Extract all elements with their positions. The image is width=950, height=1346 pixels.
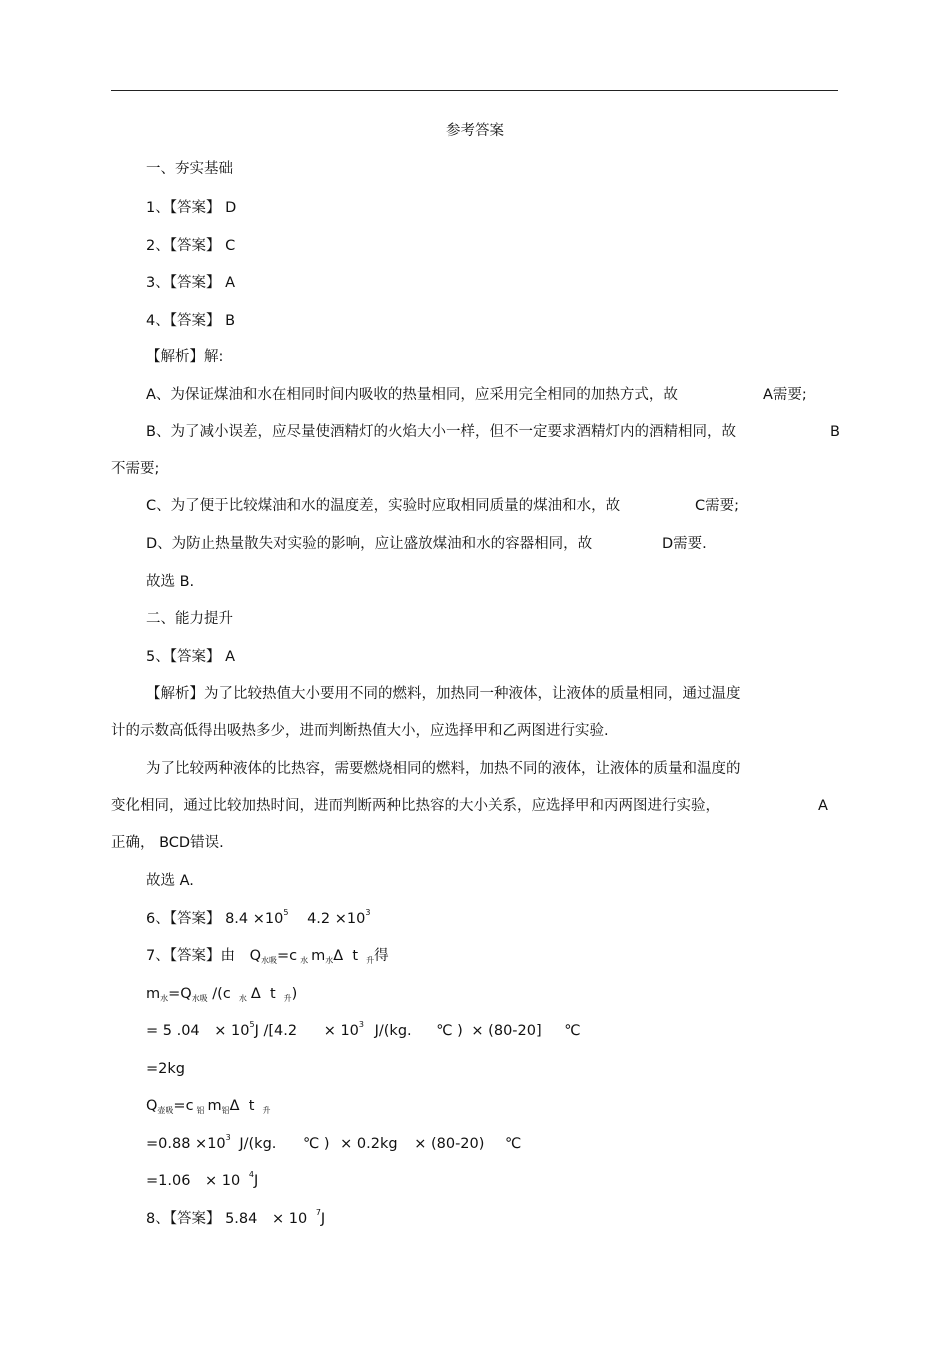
formula-1-eq: =Q — [168, 986, 192, 1002]
formula-5-a: =0.88 ×10 — [146, 1136, 226, 1152]
formula-line-1 — [146, 984, 297, 1006]
formula-4-c-sub: 铝 — [196, 1106, 205, 1115]
section-heading-basics: 一、夯实基础 — [146, 161, 233, 177]
formula-5-exponent-1: 3 — [225, 1133, 231, 1142]
formula-1-m-sub: 水 — [160, 994, 169, 1003]
formula-5-b: J/(kg. — [239, 1136, 277, 1152]
option-d-end: D需要. — [662, 536, 707, 552]
formula-2-exponent-2: 3 — [358, 1020, 364, 1029]
formula-2-a: = 5 .04 — [146, 1023, 200, 1039]
answer-8-c: J — [320, 1211, 326, 1227]
answer-8-b: × 10 — [271, 1211, 308, 1227]
formula-6-exponent-1: 4 — [248, 1170, 254, 1179]
formula-4-eq: =c — [173, 1098, 194, 1114]
formula-6-b: × 10 — [205, 1173, 241, 1189]
option-d-text: D、为防止热量散失对实验的影响，应让盛放煤油和水的容器相同，故 — [146, 536, 593, 552]
formula-line-4 — [146, 1096, 271, 1118]
option-b-continued: 不需要; — [111, 461, 160, 477]
answer-6-exponent-1: 5 — [283, 908, 289, 917]
formula-5-d: × 0.2kg — [340, 1136, 398, 1152]
formula-4-dt: Δ t — [229, 1098, 255, 1114]
formula-4-q: Q — [146, 1098, 158, 1114]
formula-1-close: ) — [291, 986, 298, 1002]
answer-7-q-sub: 水吸 — [261, 956, 278, 965]
option-c-end: C需要; — [695, 498, 740, 514]
formula-4-q-sub: 壶吸 — [157, 1106, 174, 1115]
analysis-5-line-2: 计的示数高低得出吸热多少，进而判断热值大小，应选择甲和乙两图进行实验. — [111, 723, 609, 739]
answer-8 — [146, 1209, 325, 1231]
answer-6-mid: 4.2 ×10 — [307, 911, 366, 927]
answer-8-exponent-1: 7 — [315, 1208, 321, 1217]
answer-7-q: Q — [249, 948, 262, 964]
formula-1-q-sub: 水吸 — [191, 994, 208, 1003]
answer-3: 3、【答案】 A — [146, 275, 236, 291]
answer-1: 1、【答案】 D — [146, 200, 237, 216]
formula-2-c: J /[4.2 — [254, 1023, 298, 1039]
option-c-text: C、为了便于比较煤油和水的温度差，实验时应取相同质量的煤油和水，故 — [146, 498, 621, 514]
selection-4: 故选 B. — [146, 574, 195, 590]
formula-4-m-sub: 铝 — [221, 1106, 230, 1115]
formula-2-h: ℃ — [564, 1023, 581, 1039]
formula-line-3: =2kg — [146, 1061, 185, 1077]
formula-line-5 — [146, 1134, 521, 1156]
formula-4-m: m — [207, 1098, 222, 1114]
analysis-4-label: 【解析】解: — [146, 349, 224, 365]
formula-5-c: ℃ ) — [303, 1136, 330, 1152]
formula-1-c-sub: 水 — [238, 994, 247, 1003]
answer-7 — [146, 946, 389, 968]
formula-line-6 — [146, 1171, 258, 1193]
formula-2-d: × 10 — [323, 1023, 359, 1039]
answer-7-after: 得 — [374, 948, 389, 964]
formula-1-t-sub: 升 — [283, 994, 292, 1003]
answer-7-dt: Δ t — [333, 948, 359, 964]
answer-6-prefix: 6、【答案】 8.4 ×10 — [146, 911, 284, 927]
analysis-5-line-4: 变化相同，通过比较加热时间，进而判断两种比热容的大小关系，应选择甲和丙两图进行实验， — [111, 798, 720, 814]
answer-7-prefix: 7、【答案】由 — [146, 948, 235, 964]
answer-7-m: m — [311, 948, 326, 964]
selection-5: 故选 A. — [146, 873, 194, 889]
formula-4-t-sub: 升 — [262, 1106, 271, 1115]
formula-2-e: J/(kg. — [374, 1023, 412, 1039]
formula-5-f: ℃ — [505, 1136, 522, 1152]
header-rule — [111, 90, 838, 91]
formula-1-m: m — [146, 986, 161, 1002]
analysis-5-line-1: 【解析】为了比较热值大小要用不同的燃料，加热同一种液体，让液体的质量相同，通过温度 — [146, 686, 741, 702]
option-a-text: A、为保证煤油和水在相同时间内吸收的热量相同，应采用完全相同的加热方式，故 — [146, 387, 678, 403]
formula-5-e: × (80-20) — [414, 1136, 485, 1152]
answer-5: 5、【答案】 A — [146, 649, 236, 665]
formula-2-exponent-1: 5 — [249, 1020, 255, 1029]
analysis-5-line-5: 正确， BCD错误. — [111, 835, 224, 851]
formula-6-a: =1.06 — [146, 1173, 191, 1189]
answer-7-c-sub: 水 — [300, 956, 309, 965]
option-b-text: B、为了减小误差，应尽量使酒精灯的火焰大小一样，但不一定要求酒精灯内的酒精相同，故 — [146, 424, 736, 440]
answer-6-exponent-2: 3 — [365, 908, 371, 917]
analysis-5-line-4-end: A — [818, 798, 828, 814]
option-b-end: B — [830, 424, 840, 440]
formula-2-b: × 10 — [214, 1023, 250, 1039]
analysis-5-line-3: 为了比较两种液体的比热容，需要燃烧相同的燃料，加热不同的液体，让液体的质量和温度的 — [146, 761, 741, 777]
formula-1-dt: Δ t — [250, 986, 276, 1002]
formula-line-2 — [146, 1021, 581, 1043]
answer-7-t-sub: 升 — [366, 956, 375, 965]
answer-4: 4、【答案】 B — [146, 313, 236, 329]
formula-2-f: ℃ ) — [436, 1023, 463, 1039]
answer-8-a: 8、【答案】 5.84 — [146, 1211, 258, 1227]
section-heading-advanced: 二、能力提升 — [146, 611, 233, 627]
answer-2: 2、【答案】 C — [146, 238, 236, 254]
formula-2-g: × (80-20] — [471, 1023, 542, 1039]
option-a-end: A需要; — [763, 387, 807, 403]
answer-7-eq: =c — [277, 948, 298, 964]
answer-6 — [146, 909, 370, 931]
page-title: 参考答案 — [446, 123, 504, 139]
formula-6-c: J — [253, 1173, 259, 1189]
answer-7-m-sub: 水 — [325, 956, 334, 965]
formula-1-rest: /(c — [212, 986, 231, 1002]
